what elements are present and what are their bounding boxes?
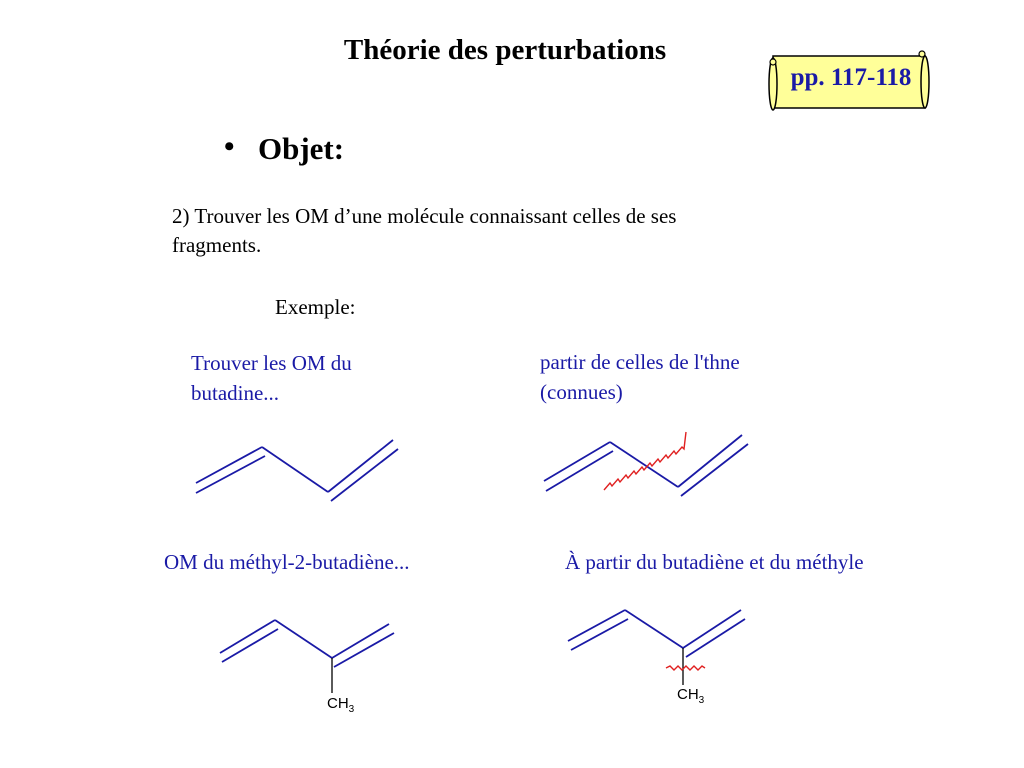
methyl-label-right: $CH_3$ <box>677 686 705 706</box>
caption-butadiene: Trouver les OM du butadine... <box>191 351 352 405</box>
methylbutadiene-cut-molecule <box>568 610 745 685</box>
cut-mark-icon <box>604 432 686 490</box>
objective-text: 2) Trouver les OM d’une molécule connaissant celles de ses fragments. <box>172 204 677 257</box>
butadiene-cut-molecule <box>544 432 748 496</box>
caption-ethylene-fragments: partir de celles de l'thne (connues) <box>540 350 740 404</box>
butadiene-molecule <box>196 440 398 501</box>
cut-mark-icon <box>666 666 705 670</box>
methyl-label-left: $CH_3$ <box>327 695 355 715</box>
bullet-heading: Objet: <box>258 131 345 166</box>
bullet-icon: • <box>224 130 235 163</box>
caption-methyl-fragments: À partir du butadiène et du méthyle <box>565 550 864 574</box>
caption-methylbutadiene: OM du méthyl-2-butadiène... <box>164 550 410 574</box>
example-label: Exemple: <box>275 295 356 319</box>
methylbutadiene-molecule <box>220 620 394 693</box>
slide-title: Théorie des perturbations <box>343 34 667 66</box>
page-reference: pp. 117-118 <box>790 64 912 91</box>
